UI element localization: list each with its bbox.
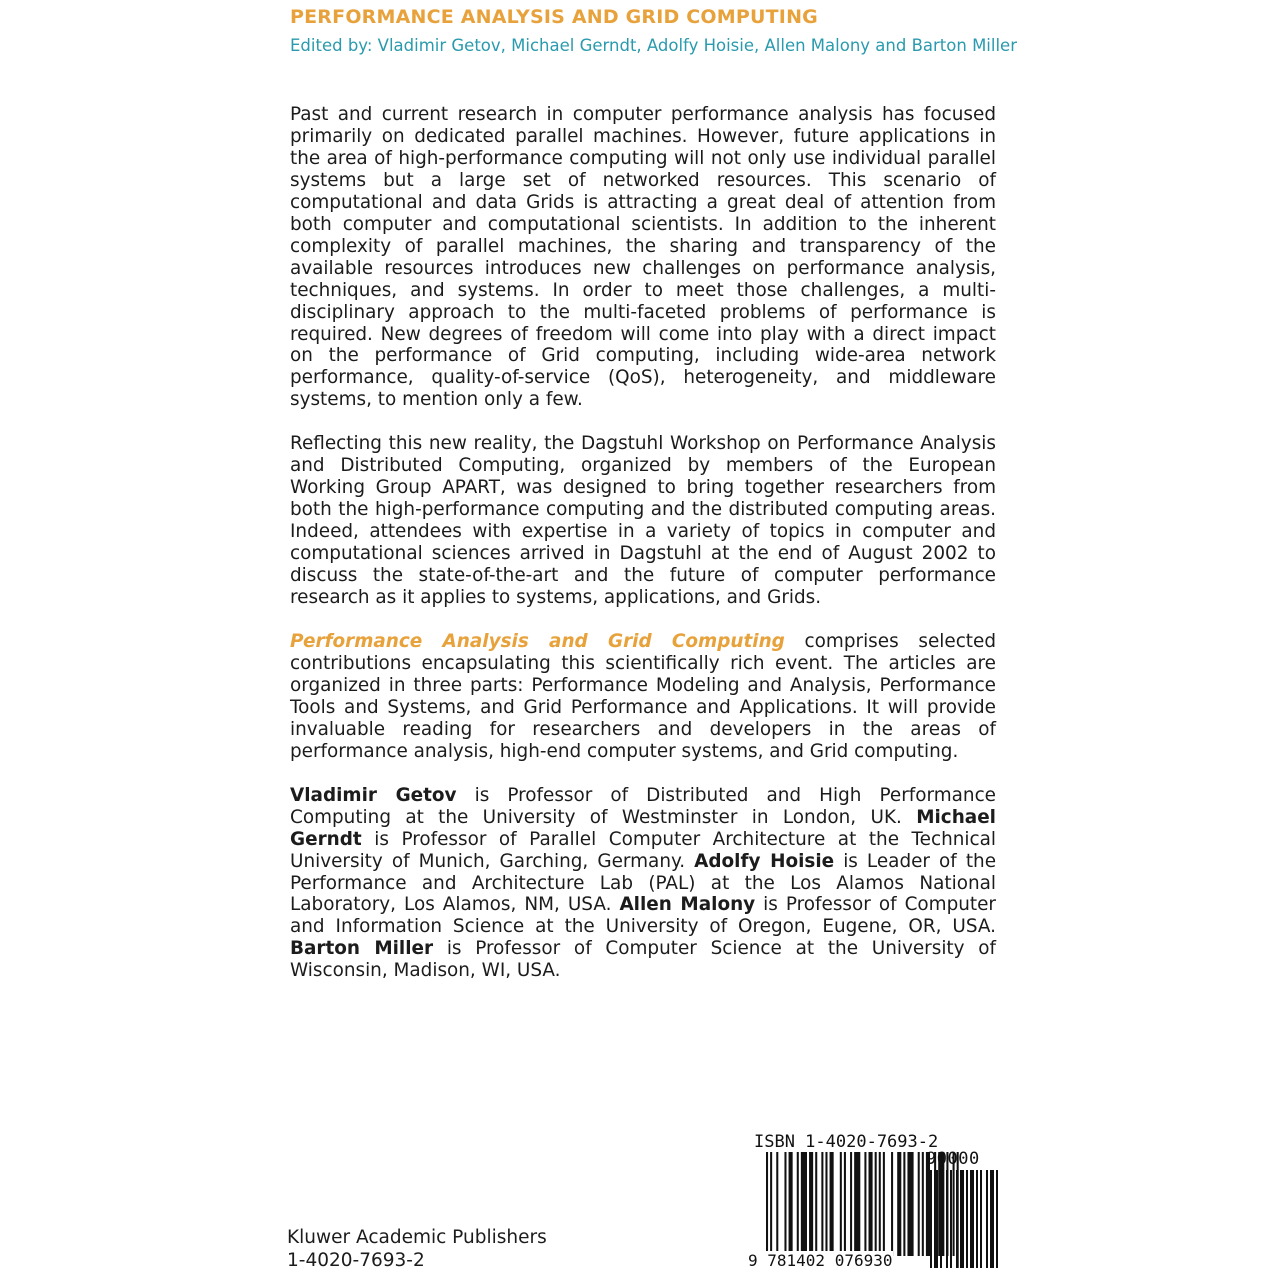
barcode-bar (922, 1152, 924, 1256)
barcode-bar (897, 1152, 901, 1256)
bio-name-getov: Vladimir Getov (290, 784, 457, 806)
barcode-addon-bar (950, 1170, 952, 1268)
barcode-bar (907, 1152, 913, 1256)
barcode-bar (815, 1152, 817, 1256)
barcode-addon-bar (960, 1170, 964, 1268)
barcode-addon-code: 90000 (926, 1149, 980, 1169)
back-cover-text (290, 104, 996, 1004)
paragraph-bios (290, 785, 996, 983)
publisher-block (287, 1226, 547, 1272)
barcode-addon-bar (966, 1170, 968, 1268)
barcode-addon-bar (940, 1170, 942, 1268)
barcode-bar (789, 1152, 793, 1256)
paragraph-intro: Past and current research in computer performance analysis has focused primarily on dedicated parallel machines. However, future applications in the area of high-performance computing will not only use individual parallel systems but a large set of networked resources. This scenario of computational and data Grids is attracting a great deal of attention from both computer and computational scientists. In addition to the inherent complexity of parallel machines, the sharing and transparency of the available resources introduces new challenges on performance analysis, techniques, and systems. In order to meet those challenges, a multi-disciplinary approach to the multi-faceted problems of performance is required. New degrees of freedom will come into play with a direct impact on the performance of Grid computing, including wide-area network performance, quality-of-service (QoS), heterogeneity, and middleware systems, to mention only a few. (290, 104, 996, 411)
barcode-ean-digits: 9 781402 076930 (748, 1251, 893, 1270)
barcode-bar (825, 1152, 827, 1256)
barcode-addon-bar (934, 1170, 938, 1268)
barcode-isbn-label: ISBN 1-4020-7693-2 (754, 1132, 939, 1152)
barcode-bar (840, 1152, 842, 1256)
barcode-bar (869, 1152, 873, 1256)
barcode-bar (879, 1152, 881, 1256)
barcode-bar (903, 1152, 905, 1256)
barcode-addon-bar (996, 1170, 998, 1268)
barcode-addon-bar (930, 1170, 932, 1268)
barcode-bar (784, 1152, 786, 1256)
barcode-bar (883, 1152, 885, 1256)
barcode-bar (844, 1152, 846, 1256)
bio-text-getov: is Professor of Distributed and High Performance Computing at the University of Westminster in London, UK. (290, 784, 996, 828)
inline-book-title: Performance Analysis and Grid Computing (290, 630, 785, 652)
bio-text-hoisie: is Leader of the Performance and Architecture Lab (PAL) at the Los Alamos National Laboratory, Los Alamos, NM, USA. (290, 850, 997, 916)
barcode-bar (850, 1152, 852, 1256)
barcode-addon-bar (980, 1170, 982, 1268)
bio-name-miller: Barton Miller (290, 938, 434, 960)
bio-text-miller: is Professor of Computer Science at the University of Wisconsin, Madison, WI, USA. (290, 938, 996, 982)
barcode-bar (830, 1152, 834, 1256)
barcode-bar (801, 1152, 807, 1256)
barcode-addon-bar (946, 1170, 948, 1268)
barcode-addon-bar (990, 1170, 994, 1268)
bio-text-gerndt: is Professor of Parallel Computer Architecture at the Technical University of Munich, Garching, Germany. (290, 828, 996, 872)
paragraph-contents (290, 631, 996, 763)
barcode-bar (797, 1152, 799, 1256)
barcode-bar (891, 1152, 893, 1256)
barcode-bar (809, 1152, 813, 1256)
publisher-name: Kluwer Academic Publishers (287, 1227, 547, 1248)
barcode-bar (875, 1152, 877, 1256)
paragraph-workshop: Reflecting this new reality, the Dagstuhl Workshop on Performance Analysis and Distributed Computing, organized by members of the European Working Group APART, was designed to bring together researchers from both the high-performance computing and the distributed computing areas. Indeed, attendees with expertise in a variety of topics in computer and computational sciences arrived in Dagstuhl at the end of August 2002 to discuss the state-of-the-art and the future of computer performance research as it applies to systems, applications, and Grids. (290, 433, 996, 609)
book-title: PERFORMANCE ANALYSIS AND GRID COMPUTING (290, 6, 818, 28)
bio-name-hoisie: Adolfy Hoisie (694, 850, 835, 872)
barcode (748, 1132, 998, 1272)
paragraph-contents-text: comprises selected contributions encapsulating this scientifically rich event. The articles are organized in three parts: Performance Modeling and Analysis, Performance Tools and Systems, and Grid Performance and Applications. It will provide invaluable reading for researchers and developers in the areas of performance analysis, high-end computer systems, and Grid computing. (290, 630, 997, 762)
bio-text-malony: is Professor of Computer and Information Science at the University of Oregon, Eugene, OR, USA. (290, 894, 996, 938)
barcode-bar (821, 1152, 823, 1256)
editors-line: Edited by: Vladimir Getov, Michael Gerndt, Adolfy Hoisie, Allen Malony and Barton Miller (290, 36, 1017, 55)
barcode-bar (918, 1152, 920, 1256)
barcode-addon-bar (986, 1170, 988, 1268)
barcode-addon-bar (956, 1170, 958, 1268)
bio-name-gerndt: Michael Gerndt (290, 806, 996, 850)
barcode-addon-bar (970, 1170, 974, 1268)
barcode-addon-bar (976, 1170, 978, 1268)
barcode-bar (776, 1152, 778, 1256)
publisher-isbn: 1-4020-7693-2 (287, 1250, 425, 1271)
bio-name-malony: Allen Malony (619, 894, 756, 916)
